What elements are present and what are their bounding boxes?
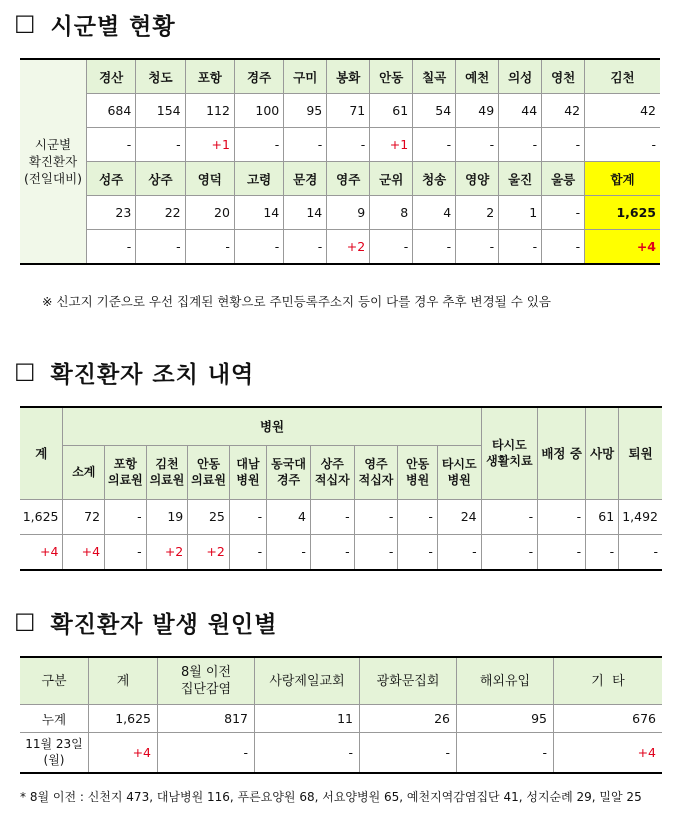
discharge-header: 퇴원	[619, 407, 662, 499]
region-total: 9	[327, 196, 370, 230]
checkbox-square-icon: ☐	[14, 10, 37, 39]
region-change: -	[87, 128, 136, 162]
measure-change: -	[481, 534, 538, 570]
measure-change: -	[437, 534, 481, 570]
region-change: -	[413, 230, 456, 265]
category-header: 구분	[20, 657, 89, 705]
region-total: 100	[234, 94, 283, 128]
hospital-subheader: 타시도 병원	[437, 445, 481, 499]
region-total: 14	[234, 196, 283, 230]
measures-table	[20, 406, 662, 571]
region-header: 영주	[327, 162, 370, 196]
region-change: -	[234, 230, 283, 265]
region-header: 봉화	[327, 59, 370, 94]
measure-value: 24	[437, 499, 481, 534]
cause-change: +4	[89, 733, 158, 773]
measure-value: 61	[586, 499, 619, 534]
region-total: 2	[456, 196, 499, 230]
region-total: 23	[87, 196, 136, 230]
measure-value: -	[398, 499, 437, 534]
region-total: 95	[284, 94, 327, 128]
rally-header: 광화문집회	[360, 657, 457, 705]
section-heading-measures	[14, 356, 254, 389]
measure-change: +4	[20, 534, 63, 570]
grand-total-header: 합계	[585, 162, 660, 196]
cause-value: 11	[255, 705, 360, 733]
region-total: 684	[87, 94, 136, 128]
measure-change: -	[619, 534, 662, 570]
measure-value: -	[310, 499, 354, 534]
region-total: 4	[413, 196, 456, 230]
region-total: 112	[185, 94, 234, 128]
region-total: 54	[413, 94, 456, 128]
hospital-group-header: 병원	[63, 407, 481, 445]
hospital-subheader: 안동 의료원	[188, 445, 230, 499]
region-header: 포항	[185, 59, 234, 94]
measure-change: -	[354, 534, 398, 570]
cause-change: -	[457, 733, 554, 773]
measure-value: -	[354, 499, 398, 534]
hospital-subheader: 안동 병원	[398, 445, 437, 499]
measure-value: -	[538, 499, 586, 534]
region-header: 영천	[542, 59, 585, 94]
death-header: 사망	[586, 407, 619, 499]
cluster-header: 8월 이전 집단감염	[158, 657, 255, 705]
date-label: 11월 23일 (월)	[20, 733, 89, 773]
region-header: 영양	[456, 162, 499, 196]
region-change: -	[185, 230, 234, 265]
section-heading-region	[14, 8, 176, 41]
region-change: -	[542, 230, 585, 265]
region-change: -	[87, 230, 136, 265]
measure-change: +2	[188, 534, 230, 570]
cause-value: 817	[158, 705, 255, 733]
hospital-subheader: 상주 적십자	[310, 445, 354, 499]
cause-value: 1,625	[89, 705, 158, 733]
region-total: 71	[327, 94, 370, 128]
region-header: 경산	[87, 59, 136, 94]
measure-value: 19	[146, 499, 188, 534]
measure-change: -	[586, 534, 619, 570]
section-title: 시군별 현황	[50, 14, 176, 40]
measure-change: -	[229, 534, 266, 570]
section-title: 확진환자 발생 원인별	[50, 612, 278, 638]
region-change: +1	[185, 128, 234, 162]
region-change: -	[456, 230, 499, 265]
other-header: 기 타	[554, 657, 663, 705]
region-change: -	[136, 230, 185, 265]
measure-value: -	[481, 499, 538, 534]
measure-change: -	[310, 534, 354, 570]
region-change: -	[585, 128, 660, 162]
cumulative-label: 누계	[20, 705, 89, 733]
region-change: -	[327, 128, 370, 162]
church-header: 사랑제일교회	[255, 657, 360, 705]
region-change: -	[234, 128, 283, 162]
region-header: 문경	[284, 162, 327, 196]
total-header: 계	[20, 407, 63, 499]
grand-total-change: +4	[585, 230, 660, 265]
region-header: 고령	[234, 162, 283, 196]
grand-total-value: 1,625	[585, 196, 660, 230]
region-header: 칠곡	[413, 59, 456, 94]
region-change: +2	[327, 230, 370, 265]
hospital-subheader: 소계	[63, 445, 105, 499]
measure-value: 1,625	[20, 499, 63, 534]
region-change: -	[284, 230, 327, 265]
region-header: 성주	[87, 162, 136, 196]
cause-change: -	[360, 733, 457, 773]
hospital-subheader: 김천 의료원	[146, 445, 188, 499]
measure-change: +4	[63, 534, 105, 570]
region-total: 22	[136, 196, 185, 230]
region-total: 44	[499, 94, 542, 128]
region-header: 울진	[499, 162, 542, 196]
measure-value: 1,492	[619, 499, 662, 534]
region-header: 경주	[234, 59, 283, 94]
region-change: -	[499, 128, 542, 162]
cause-change: +4	[554, 733, 663, 773]
region-change: +1	[370, 128, 413, 162]
row-label: 시군별 확진환자 (전일대비)	[20, 59, 87, 264]
region-total: -	[542, 196, 585, 230]
region-header: 군위	[370, 162, 413, 196]
hospital-subheader: 포항 의료원	[105, 445, 147, 499]
region-change: -	[413, 128, 456, 162]
region-header: 상주	[136, 162, 185, 196]
region-header: 구미	[284, 59, 327, 94]
hospital-subheader: 영주 적십자	[354, 445, 398, 499]
region-change: -	[499, 230, 542, 265]
region-total: 61	[370, 94, 413, 128]
measure-change: -	[267, 534, 311, 570]
measure-value: 4	[267, 499, 311, 534]
hospital-subheader: 대남 병원	[229, 445, 266, 499]
region-header: 김천	[585, 59, 660, 94]
measure-value: 72	[63, 499, 105, 534]
region-header: 청도	[136, 59, 185, 94]
region-header: 영덕	[185, 162, 234, 196]
cause-value: 676	[554, 705, 663, 733]
hospital-subheader: 동국대 경주	[267, 445, 311, 499]
measure-value: -	[105, 499, 147, 534]
region-header: 청송	[413, 162, 456, 196]
checkbox-square-icon: ☐	[14, 358, 37, 387]
causes-table	[20, 656, 662, 774]
section-title: 확진환자 조치 내역	[50, 362, 255, 388]
section-heading-causes	[14, 606, 278, 639]
region-total: 20	[185, 196, 234, 230]
total-header: 계	[89, 657, 158, 705]
region-total: 1	[499, 196, 542, 230]
measure-change: -	[398, 534, 437, 570]
measure-change: -	[538, 534, 586, 570]
assigning-header: 배정 중	[538, 407, 586, 499]
region-header: 울릉	[542, 162, 585, 196]
region-change: -	[542, 128, 585, 162]
home-care-header: 타시도 생활치료	[481, 407, 538, 499]
measure-change: -	[105, 534, 147, 570]
region-header: 의성	[499, 59, 542, 94]
cause-value: 95	[457, 705, 554, 733]
region-total: 49	[456, 94, 499, 128]
footnote: * 8월 이전 : 신천지 473, 대남병원 116, 푸른요양원 68, 서요양병원 65, 예천지역감염집단 41, 성지순례 29, 밀알 25	[20, 790, 642, 804]
region-total: 154	[136, 94, 185, 128]
region-total: 14	[284, 196, 327, 230]
region-change: -	[284, 128, 327, 162]
region-total: 42	[542, 94, 585, 128]
region-total: 8	[370, 196, 413, 230]
region-header: 안동	[370, 59, 413, 94]
cause-change: -	[255, 733, 360, 773]
cause-value: 26	[360, 705, 457, 733]
region-header: 예천	[456, 59, 499, 94]
table-note: ※ 신고지 기준으로 우선 집계된 현황으로 주민등록주소지 등이 다를 경우 추후 변경될 수 있음	[42, 294, 551, 309]
measure-value: -	[229, 499, 266, 534]
region-change: -	[456, 128, 499, 162]
measure-change: +2	[146, 534, 188, 570]
checkbox-square-icon: ☐	[14, 608, 37, 637]
region-total: 42	[585, 94, 660, 128]
region-change: -	[370, 230, 413, 265]
measure-value: 25	[188, 499, 230, 534]
overseas-header: 해외유입	[457, 657, 554, 705]
region-change: -	[136, 128, 185, 162]
cause-change: -	[158, 733, 255, 773]
region-status-table	[20, 58, 660, 265]
